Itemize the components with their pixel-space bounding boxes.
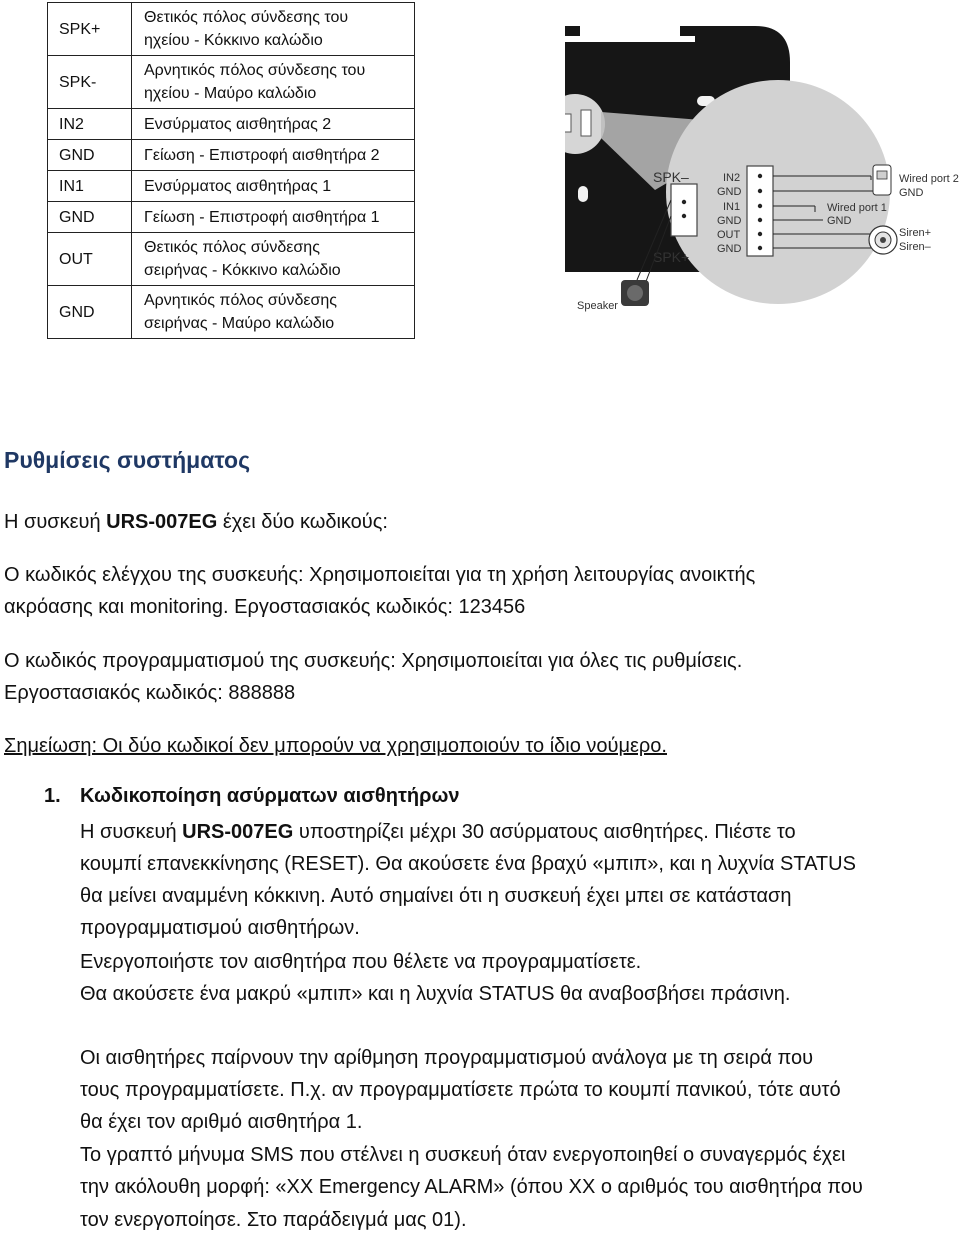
wiring-diagram [565, 0, 960, 330]
model-name: URS-007EG [182, 821, 294, 843]
wired-port-1-gnd-label: GND [827, 215, 852, 227]
wired-port-2-sensor-inner [877, 171, 887, 179]
speaker-label: Speaker [577, 300, 618, 312]
control-code-line: Ο κωδικός ελέγχου της συσκευής: Χρησιμοποιείται για τη χρήση λειτουργίας ανοικτής [4, 564, 756, 586]
wired-port-2-gnd-label: GND [899, 187, 924, 199]
pin-description: Ενσύρματος αισθητήρας 1 [132, 171, 415, 202]
spk-plus-label: SPK+ [653, 249, 690, 265]
siren-plus-label: Siren+ [899, 227, 932, 239]
pin-description: Θετικός πόλος σύνδεσης του ηχείου - Κόκκινο καλώδιο [132, 3, 415, 56]
pin-name: GND [48, 140, 132, 171]
pin-row [48, 56, 415, 109]
speaker-icon-cone [627, 285, 643, 301]
connector-block [581, 110, 591, 136]
step-line: Ενεργοποιήστε τον αισθητήρα που θέλετε να προγραμματίσετε. [80, 951, 642, 973]
wired-port-2-label: Wired port 2 [899, 173, 959, 185]
spk-minus-label: SPK– [653, 169, 689, 185]
wired-port-1-label: Wired port 1 [827, 202, 887, 214]
terminal-label: GND [717, 186, 742, 198]
terminal-label: OUT [717, 229, 741, 241]
pin-name: GND [48, 286, 132, 339]
step-number: 1. [44, 785, 61, 807]
pin-name: SPK- [48, 56, 132, 109]
section-title: Ρυθμίσεις συστήματος [4, 447, 251, 473]
terminal-pin [758, 174, 762, 178]
pin-row [48, 109, 415, 140]
pin-name: IN2 [48, 109, 132, 140]
mount-slot-bottom [578, 186, 588, 202]
spk-connector [671, 184, 697, 236]
pin-name: GND [48, 202, 132, 233]
terminal-pin [758, 218, 762, 222]
terminal-pin [758, 204, 762, 208]
siren-minus-label: Siren– [899, 241, 931, 253]
pin-row [48, 286, 415, 339]
wired-port-2-sensor [873, 165, 891, 195]
terminal-label: GND [717, 243, 742, 255]
step-line: θα μείνει αναμμένη κόκκινη. Αυτό σημαίνει ότι η συσκευή έχει μπει σε κατάσταση [80, 885, 792, 907]
pin-row [48, 171, 415, 202]
pin-row [48, 3, 415, 56]
note-line: Σημείωση: Οι δύο κωδικοί δεν μπορούν να χρησιμοποιούν το ίδιο νούμερο. [4, 735, 667, 757]
pin-name: IN1 [48, 171, 132, 202]
pin-row [48, 140, 415, 171]
model-name: URS-007EG [106, 511, 218, 533]
step-heading [44, 785, 459, 808]
pin-description: Αρνητικός πόλος σύνδεσης του ηχείου - Μαύρο καλώδιο [132, 56, 415, 109]
program-code-line: Ο κωδικός προγραμματισμού της συσκευής: Χρησιμοποιείται για όλες τις ρυθμίσεις. [4, 650, 743, 672]
siren-icon-core [880, 237, 886, 243]
terminal-block [747, 166, 773, 256]
step-line: Θα ακούσετε ένα μακρύ «μπιπ» και η λυχνία STATUS θα αναβοσβήσει πράσινη. [80, 983, 791, 1005]
magnified-view [666, 80, 890, 304]
pin-name: SPK+ [48, 3, 132, 56]
intro-line: Η συσκευή URS-007EG έχει δύο κωδικούς: [4, 511, 388, 533]
step-title: Κωδικοποίηση ασύρματων αισθητήρων [80, 785, 460, 807]
pin-description: Γείωση - Επιστροφή αισθητήρα 1 [132, 202, 415, 233]
step-line: τους προγραμματίσετε. Π.χ. αν προγραμματίσετε πρώτα το κουμπί πανικού, τότε αυτό [80, 1079, 841, 1101]
spk-pin [682, 214, 686, 218]
pin-description: Θετικός πόλος σύνδεσης σειρήνας - Κόκκινο καλώδιο [132, 233, 415, 286]
terminal-pin [758, 232, 762, 236]
connector-block [565, 114, 571, 132]
step-line: την ακόλουθη μορφή: «XX Emergency ALARM» (όπου XX ο αριθμός του αισθητήρα που [80, 1176, 863, 1198]
terminal-pin [758, 189, 762, 193]
pin-name: OUT [48, 233, 132, 286]
control-code-line: ακρόασης και monitoring. Εργοστασιακός κωδικός: 123456 [4, 596, 526, 618]
pin-row [48, 233, 415, 286]
pin-row [48, 202, 415, 233]
pin-description: Αρνητικός πόλος σύνδεσης σειρήνας - Μαύρο καλώδιο [132, 286, 415, 339]
pin-description: Ενσύρματος αισθητήρας 2 [132, 109, 415, 140]
terminal-label: GND [717, 215, 742, 227]
step-line: Το γραπτό μήνυμα SMS που στέλνει η συσκευή όταν ενεργοποιηθεί ο συναγερμός έχει [80, 1144, 846, 1166]
pinout-table [47, 2, 415, 339]
wiring-diagram-svg [565, 0, 960, 330]
step-line: κουμπί επανεκκίνησης (RESET). Θα ακούσετε ένα βραχύ «μπιπ», και η λυχνία STATUS [80, 853, 856, 875]
step-line: Η συσκευή URS-007EG υποστηρίζει μέχρι 30 ασύρματους αισθητήρες. Πιέστε το [80, 821, 796, 843]
program-code-line: Εργοστασιακός κωδικός: 888888 [4, 682, 296, 704]
step-line: τον ενεργοποίησε. Στο παράδειγμά μας 01). [80, 1209, 467, 1231]
terminal-label: IN2 [723, 172, 741, 184]
pin-description: Γείωση - Επιστροφή αισθητήρα 2 [132, 140, 415, 171]
step-line: θα έχει τον αριθμό αισθητήρα 1. [80, 1111, 363, 1133]
terminal-pin [758, 246, 762, 250]
step-line: προγραμματισμού αισθητήρων. [80, 917, 360, 939]
spk-pin [682, 200, 686, 204]
terminal-label: IN1 [723, 201, 741, 213]
step-line: Οι αισθητήρες παίρνουν την αρίθμηση προγραμματισμού ανάλογα με τη σειρά που [80, 1047, 814, 1069]
